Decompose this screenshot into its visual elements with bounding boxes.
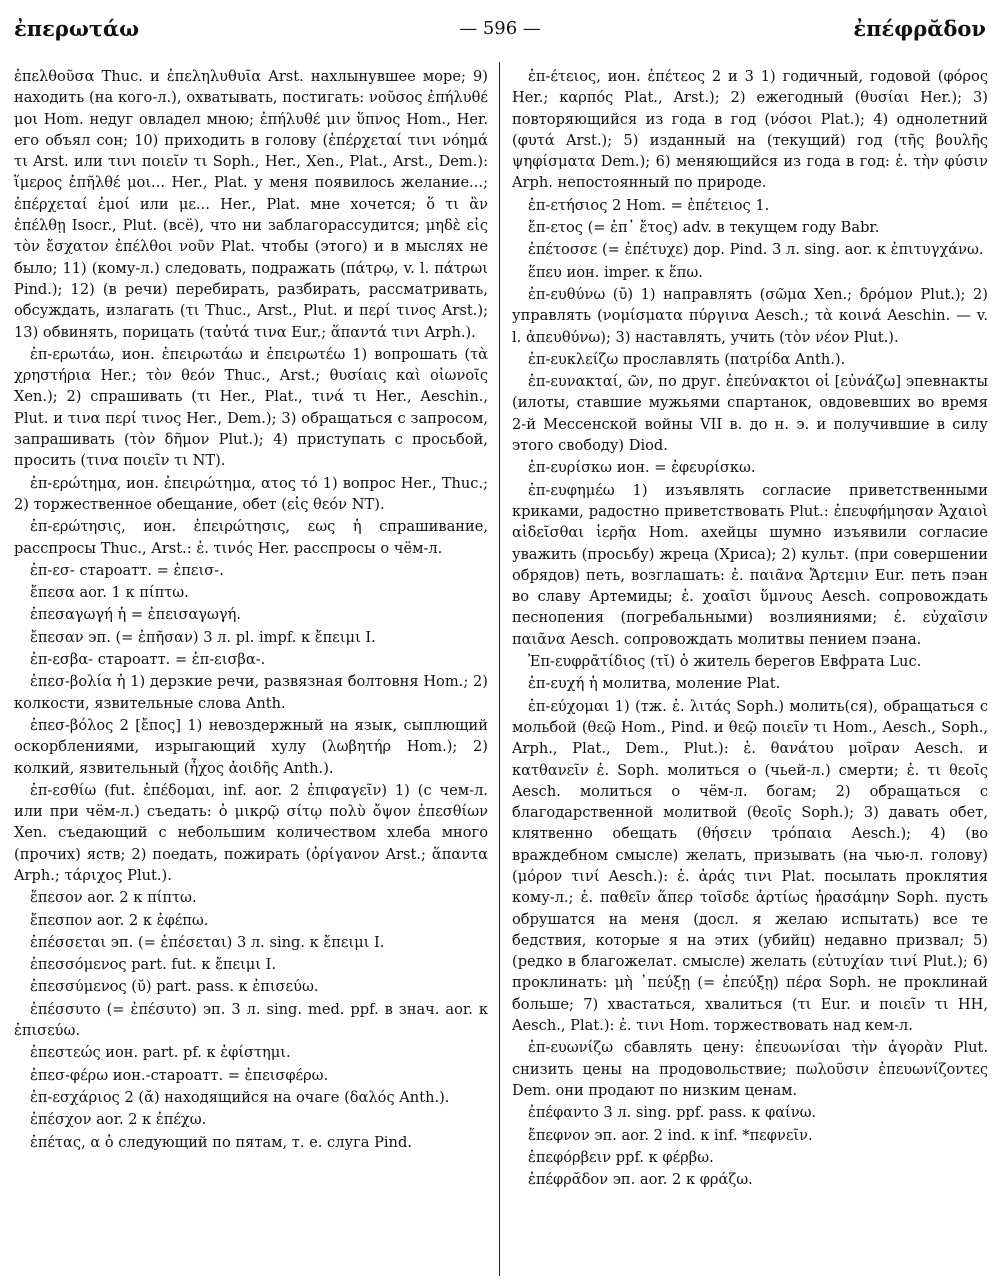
dictionary-entry: ἐπ-ευωνίζω сбавлять цену: ἐπευωνίσαι τὴν ἀγορὰν Plut. снизить цены на продовольствие; πωλοῦσιν ἐπευωνίζοντες Dem. они продают по низким ценам. xyxy=(512,1039,988,1099)
left-entry-list xyxy=(14,66,488,1153)
dictionary-entry: ἐπέφαντο 3 л. sing. ppf. pass. к φαίνω. xyxy=(528,1104,817,1122)
dictionary-entry: ἐπ-ευθύνω (ῡ) 1) направлять (σῶμα Xen.; δρόμον Plut.); 2) управлять (νομίσματα πύργινα Aesch.; τὰ κοινά Aeschin. — v. l. ἀπευθύνω); 3) наставлять, учить (τὸν νέον Plut.). xyxy=(512,285,988,346)
right-entry-list xyxy=(512,66,988,1190)
dictionary-entry: ἐπεσσύμενος (ῠ) part. pass. к ἐπισεύω. xyxy=(30,978,319,996)
dictionary-entry: ἐπ-ερώτησις, ион. ἐπειρώτησις, εως ἡ спрашивание, расспросы Thuc., Arst.: ἐ. τινός Her. расспросы о чём-л. xyxy=(14,518,488,557)
dictionary-entry: ἐπεσσόμενος part. fut. к ἔπειμι I. xyxy=(30,956,277,974)
dictionary-entry: ἐπ-εσ- староатт. = ἐπεισ-. xyxy=(30,561,224,579)
running-headword-left: ἐπερωτάω xyxy=(14,16,140,41)
dictionary-entry: ἔπεσαν эп. (= ἐπῆσαν) 3 л. pl. impf. к ἔπειμι I. xyxy=(30,628,376,646)
dictionary-entry: Ἐπ-ευφρᾱτίδιος (τῐ) ὁ житель берегов Евфрата Luc. xyxy=(528,653,922,671)
dictionary-entry: ἐπ-εσβα- староатт. = ἐπ-εισβα-. xyxy=(30,651,266,669)
dictionary-entry: ἐπεσ-βόλος 2 [ἔπος] 1) невоздержный на язык, сыплющий оскорблениями, изрыгающий хулу (λωβητήρ Hom.); 2) колкий, язвительный (ἦχος ἀοιδῆς Anth.). xyxy=(14,716,488,777)
page-number: — 596 — xyxy=(459,18,541,39)
dictionary-entry: ἐπεσαγωγή ἡ = ἐπεισαγωγή. xyxy=(30,606,242,624)
dictionary-entry: ἐπ-εσχάριος 2 (ᾰ) находящийся на очаге (δαλός Anth.). xyxy=(30,1088,450,1106)
dictionary-entry: ἐπεφόρβειν ppf. к φέρβω. xyxy=(528,1148,714,1166)
dictionary-entry: ἔπ-ετος (= ἐπ᾽ ἔτος) adv. в текущем году Babr. xyxy=(528,219,880,237)
dictionary-entry: ἐπεστεώς ион. part. pf. к ἐφίστημι. xyxy=(30,1044,291,1062)
running-headword-right: ἐπέφρᾰδον xyxy=(853,16,986,41)
left-column xyxy=(14,66,488,1278)
dictionary-entry: ἐπ-έτειος, ион. ἐπέτεος 2 и 3 1) годичный, годовой (φόρος Her.; καρπός Plat., Arst.); 2) ежегодный (θυσίαι Her.); 3) повторяющийся из года в год (νόσοι Plat.); 4) однолетний (φυτά Arst.); 5) изданный на (текущий) год (τῆς βουλῆς ψηφίσματα Dem.); 6) меняющийся из года в год: ἐ. τὴν φύσιν Arph. непостоянный по природе. xyxy=(512,68,988,192)
dictionary-entry: ἕπευ ион. imper. к ἕπω. xyxy=(528,263,703,281)
dictionary-entry: ἐπ-εσθίω (fut. ἐπέδομαι, inf. aor. 2 ἐπιφαγεῖν) 1) (с чем-л. или при чём-л.) съедать: ὁ μικρῷ σίτῳ πολὺ ὄψον ἐπεσθίων Xen. съедающий с небольшим количеством хлеба много (прочих) яств; 2) поедать, пожирать (ὀρίγανον Arst.; ἅπαντα Arph.; τάριχος Plut.). xyxy=(14,781,488,884)
dictionary-entry: ἐπέτοσσε (= ἐπέτυχε) дор. Pind. 3 л. sing. aor. к ἐπιτυγχάνω. xyxy=(528,241,984,259)
dictionary-entry: ἐπέφρᾰδον эп. aor. 2 к φράζω. xyxy=(528,1171,753,1189)
right-column xyxy=(512,66,988,1278)
dictionary-entry: ἐπέσσεται эп. (= ἐπέσεται) 3 л. sing. к ἔπειμι I. xyxy=(30,933,385,951)
dictionary-entry: ἐπ-ερώτημα, ион. ἐπειρώτημα, ατος τό 1) вопрос Her., Thuc.; 2) торжественное обещание, обет (εἰς θεόν NT). xyxy=(14,474,488,513)
dictionary-entry: ἐπ-ευχή ἡ молитва, моление Plat. xyxy=(528,675,781,693)
dictionary-entry: ἔπεφνον эп. aor. 2 ind. к inf. *πεφνεῖν. xyxy=(528,1126,813,1144)
dictionary-entry: ἐπελθοῦσα Thuc. и ἐπεληλυθυῖα Arst. нахлынувшее море; 9) находить (на кого-л.), охватывать, постигать: νοῦσος ἐπήλυθέ μοι Hom. недуг овладел мною; ἐπήλυθέ μιν ὕπνος Hom., Her. его объял сон; 10) приходить в голову (ἐπέρχεταί τινι νόημά τι Arst. или τινι ποιεῖν τι Soph., Her., Xen., Plat., Arst., Dem.): ἵμερος ἐπῆλθέ μοι... Her., Plat. у меня появилось желание...; ἐπέρχεταί ἐμοί или με... Her., Plat. мне хочется; ὅ τι ἂν ἐπέλθῃ Isocr., Plut. (всё), что ни заблагорассудится; μηδὲ εἰς τὸν ἔσχατον ἐπέλθοι νοῦν Plat. чтобы (этого) и в мыслях не было; 11) (кому-л.) следовать, подражать (πάτρῳ, v. l. πάτρωι Pind.); 12) (в речи) перебирать, разбирать, рассматривать, обсуждать, излагать (τι Thuc., Arst., Plut. и περί τινος Arst.); 13) обвинять, порицать (ταὐτά τινα Eur.; ἅπαντά τινι Arph.). xyxy=(14,68,488,341)
dictionary-entry: ἔπεσπον aor. 2 к ἐφέπω. xyxy=(30,911,209,929)
dictionary-entry: ἐπέσσυτο (= ἐπέσυτο) эп. 3 л. sing. med. ppf. в знач. aor. к ἐπισεύω. xyxy=(14,1000,488,1040)
dictionary-entry: ἐπ-ερωτάω, ион. ἐπειρωτάω и ἐπειρωτέω 1) вопрошать (τὰ χρηστήρια Her.; τὸν θεόν Thuc., Arst.; θυσίαις καὶ οἰωνοῖς Xen.); 2) спрашивать (τι Her., Plat., τινά τι Her., Aeschin., Plut. и τινα περί τινος Her., Dem.); 3) обращаться с запросом, запрашивать (τὸν δῆμον Plut.); 4) приступать с просьбой, просить (τινα ποιεῖν τι NT). xyxy=(14,345,488,470)
dictionary-entry: ἐπ-ευφημέω 1) изъявлять согласие приветственными криками, радостно приветствовать Plut.: ἐπευφήμησαν Ἀχαιοὶ αἰδεῖσθαι ἱερῆα Hom. ахейцы шумно изъявили согласие уважить (просьбу) жреца (Хриса); 2) культ. (при совершении обрядов) петь, возглашать: ἐ. παιᾶνα Ἄρτεμιν Eur. петь пэан во славу Артемиды; ἐ. χοαῖσι ὕμνους Aesch. сопровождать песнопения (погребальными) возлияниями; ἐ. εὐχαῖσιν παιᾶνα Aesch. сопровождать молитвы пением пэана. xyxy=(512,481,988,648)
column-divider xyxy=(499,62,500,1276)
dictionary-entry: ἐπ-ευκλείζω прославлять (πατρίδα Anth.). xyxy=(528,350,846,368)
dictionary-entry: ἐπ-εύχομαι 1) (тж. ἐ. λιτάς Soph.) молить(ся), обращаться с мольбой (θεῷ Hom., Pind. и θεῷ ποιεῖν τι Hom., Aesch., Soph., Arph., Plat., Dem., Plut.): ἐ. θανάτου μοῖραν Aesch. и κατθανεῖν ἐ. Soph. молиться о (чьей-л.) смерти; ἐ. τι θεοῖς Aesch. молиться о чём-л. богам; 2) обращаться с благодарственной молитвой (θεοῖς Soph.); 3) давать обет, клятвенно обещать (θήσειν τρόπαια Aesch.); 4) (во враждебном смысле) желать, призывать (на чью-л. голову) (μόρον τινί Aesch.): ἐ. ἀράς τινι Plat. посылать проклятия кому-л.; ἐ. παθεῖν ἅπερ τοῖσδε ἀρτίως ἠρασάμην Soph. пусть обрушатся на меня (досл. я желаю испытать) все те бедствия, которые я на этих (убийц) недавно призвал; 5) (редко в благожелат. смысле) желать (εὐτυχίαν τινί Plut.); 6) проклинать: μὴ ᾽πεύξῃ (= ἐπεύξῃ) πέρα Soph. не проклинай больше; 7) хвастаться, хвалиться (τι Eur. и ποιεῖν τι HH, Aesch., Plat.): ἐ. τινι Hom. торжествовать над кем-л. xyxy=(512,697,988,1035)
dictionary-entry: ἐπέσχον aor. 2 к ἐπέχω. xyxy=(30,1111,207,1129)
dictionary-entry: ἔπεσα aor. 1 к πίπτω. xyxy=(30,584,189,602)
dictionary-entry: ἐπεσ-φέρω ион.-староатт. = ἐπεισφέρω. xyxy=(30,1066,329,1084)
dictionary-entry: ἐπ-ευρίσκω ион. = ἐφευρίσκω. xyxy=(528,459,756,477)
dictionary-entry: ἐπ-ευνακταί, ῶν, по друг. ἐπεύνακτοι οἱ [εὐνάζω] эпевнакты (илоты, ставшие мужьями спартанок, овдовевших во время 2-й Мессенской войны VII в. до н. э. и получившие в силу этого свободу) Diod. xyxy=(512,373,988,455)
dictionary-entry: ἐπεσ-βολία ἡ 1) дерзкие речи, развязная болтовня Hom.; 2) колкости, язвительные слова Anth. xyxy=(14,673,488,712)
dictionary-entry: ἐπέτας, α ὁ следующий по пятам, т. е. слуга Pind. xyxy=(30,1133,412,1151)
dictionary-entry: ἐπ-ετήσιος 2 Hom. = ἐπέτειος 1. xyxy=(528,196,770,214)
dictionary-entry: ἔπεσον aor. 2 к πίπτω. xyxy=(30,889,197,907)
page-header xyxy=(14,10,986,50)
